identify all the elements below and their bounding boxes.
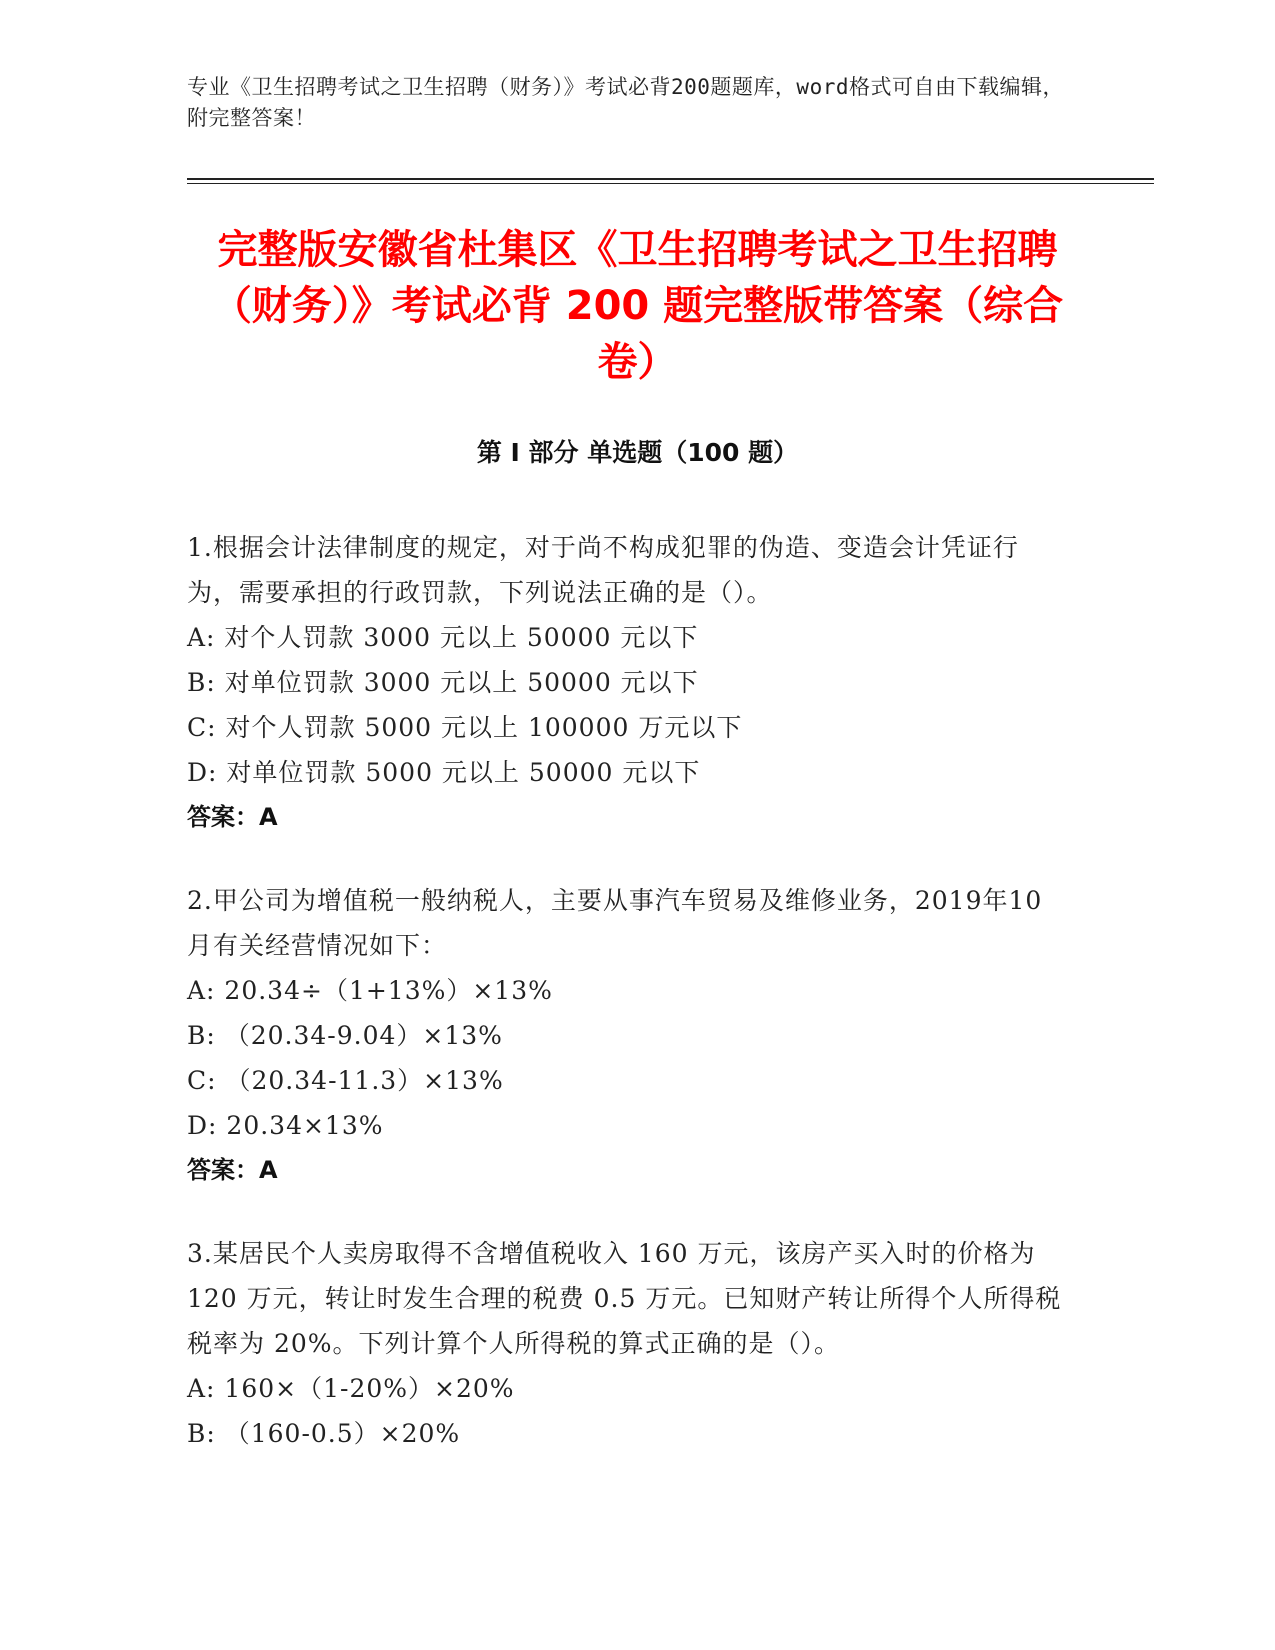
option-d: D: 对单位罚款 5000 元以上 50000 元以下 [187,758,701,787]
header-note: 专业《卫生招聘考试之卫生招聘（财务）》考试必背200题题库，word格式可自由下载编辑，附完整答案！ [187,75,1064,130]
option-c: C: （20.34-11.3）×13% [187,1066,504,1095]
option-a: A: 对个人罚款 3000 元以上 50000 元以下 [187,623,699,652]
question-list [187,525,1067,1494]
header-divider-thick [187,178,1154,180]
option-d: D: 20.34×13% [187,1111,384,1140]
option-b: B: （160-0.5）×20% [187,1419,461,1448]
question-2 [187,878,1067,1193]
option-b: B: （20.34-9.04）×13% [187,1021,503,1050]
answer-line: 答案：A [187,1156,278,1184]
answer-line: 答案：A [187,803,278,831]
question-stem: 1.根据会计法律制度的规定，对于尚不构成犯罪的伪造、变造会计凭证行为，需要承担的行政罚款，下列说法正确的是（）。 [187,533,1019,607]
section-heading: 第 I 部分 单选题（100 题） [476,438,799,467]
document-title: 完整版安徽省杜集区《卫生招聘考试之卫生招聘（财务）》考试必背 200 题完整版带答案（综合卷） [211,227,1064,385]
question-stem: 2.甲公司为增值税一般纳税人，主要从事汽车贸易及维修业务，2019年10月有关经营情况如下： [187,886,1043,960]
header-divider-thin [187,183,1154,184]
option-c: C: 对个人罚款 5000 元以上 100000 万元以下 [187,713,743,742]
question-stem: 3.某居民个人卖房取得不含增值税收入 160 万元，该房产买入时的价格为 120 万元，转让时发生合理的税费 0.5 万元。已知财产转让所得个人所得税税率为 20%。下列计算个人所得税的算式正确的是（）。 [187,1239,1062,1358]
question-3 [187,1231,1067,1456]
option-b: B: 对单位罚款 3000 元以上 50000 元以下 [187,668,699,697]
option-a: A: 20.34÷（1+13%）×13% [187,976,553,1005]
option-a: A: 160×（1-20%）×20% [187,1374,515,1403]
question-1 [187,525,1067,840]
